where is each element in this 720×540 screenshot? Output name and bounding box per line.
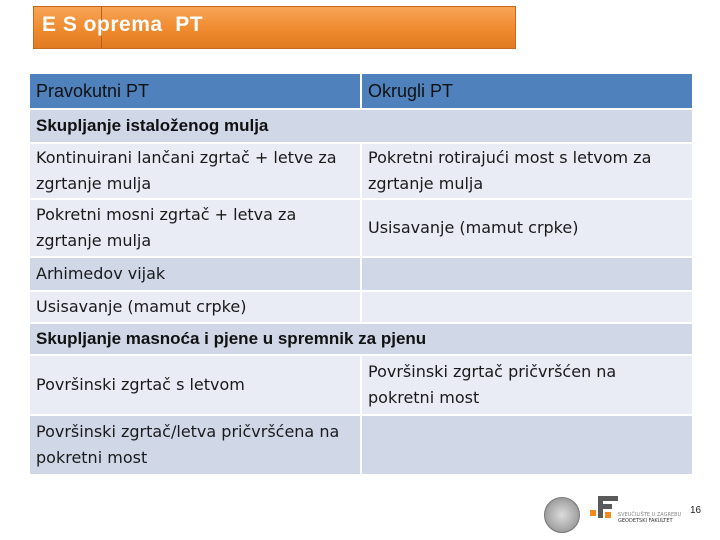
header-rectangular: Pravokutni PT [30,74,360,108]
geodesy-faculty-logo-icon [590,496,618,526]
table-cell: Površinski zgrtač s letvom [30,356,360,414]
table-cell: Usisavanje (mamut crpke) [30,292,360,322]
table-cell [362,258,692,290]
table-row [30,356,692,414]
table-row [30,258,692,290]
logo-line-faculty: GEODETSKI FAKULTET [618,518,673,524]
table-cell: Površinski zgrtač pričvršćen na pokretni most [362,356,692,414]
section-row [30,324,692,354]
page-number: 16 [690,505,702,516]
table-cell: Pokretni rotirajući most s letvom za zgrtanje mulja [362,144,692,198]
table-cell [362,416,692,474]
header-circular: Okrugli PT [362,74,692,108]
table-cell: Pokretni mosni zgrtač + letva za zgrtanje mulja [30,200,360,256]
faculty-logo [540,494,690,536]
section-title: Skupljanje istaloženog mulja [30,110,692,142]
table-cell [362,292,692,322]
slide-title: E S oprema PT [42,13,204,36]
table-row [30,144,692,198]
table-header-row [30,74,692,108]
logo-caption [618,512,681,524]
table-row [30,200,692,256]
table-cell: Arhimedov vijak [30,258,360,290]
section-row [30,110,692,142]
logo-line-university: SVEUČILIŠTE U ZAGREBU [618,512,682,518]
equipment-table [28,72,694,476]
table-row [30,416,692,474]
section-title: Skupljanje masnoća i pjene u spremnik za pjenu [30,324,692,354]
table-cell: Usisavanje (mamut crpke) [362,200,692,256]
table-cell: Površinski zgrtač/letva pričvršćena na pokretni most [30,416,360,474]
table-row [30,292,692,322]
table-cell: Kontinuirani lančani zgrtač + letve za zgrtanje mulja [30,144,360,198]
university-seal-icon [544,497,580,533]
